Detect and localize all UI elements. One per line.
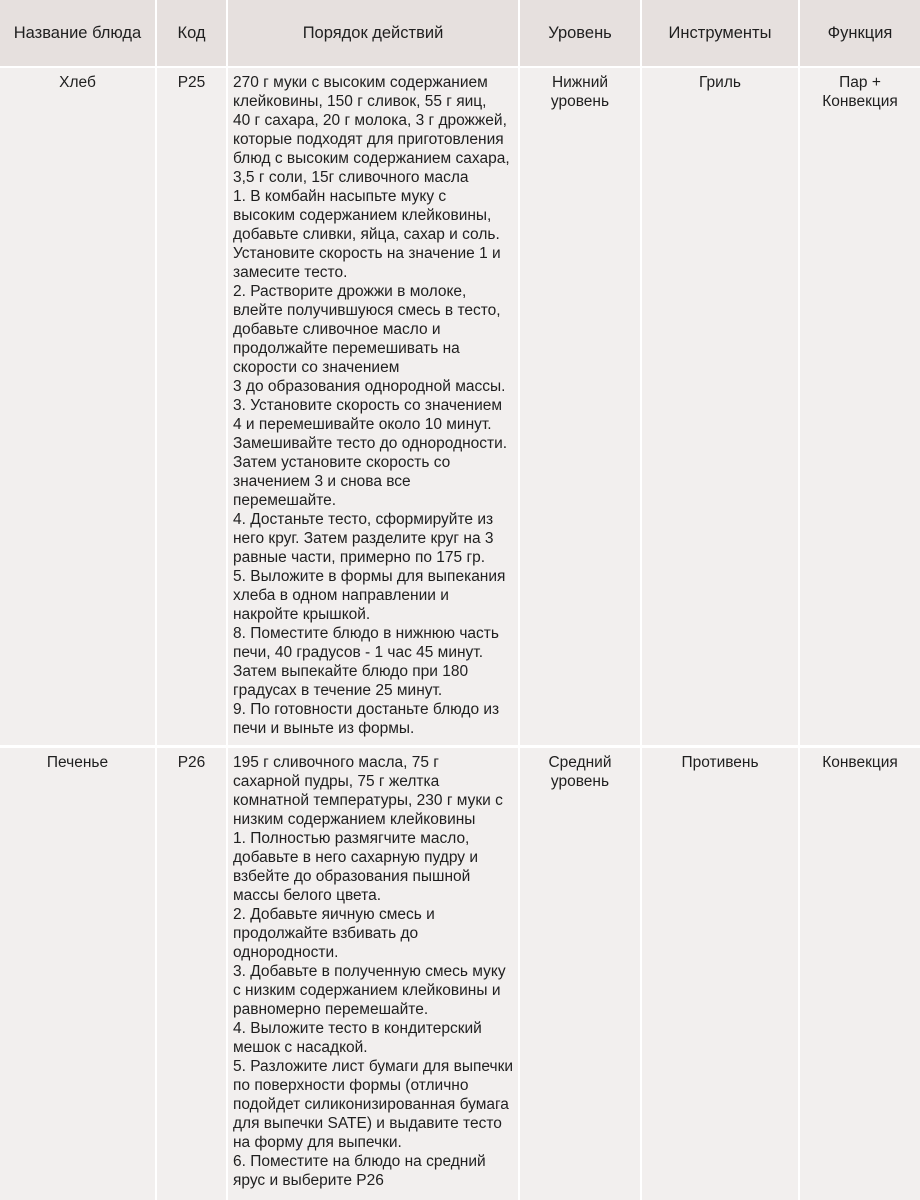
header-code-label: Код bbox=[177, 24, 206, 42]
header-tools bbox=[642, 0, 798, 66]
header-tools-label: Инструменты bbox=[668, 24, 772, 42]
row-1-tools: Гриль bbox=[642, 68, 798, 745]
row-2-level: Средний уровень bbox=[520, 748, 640, 1200]
header-steps bbox=[228, 0, 518, 66]
header-function bbox=[800, 0, 920, 66]
row-2-code: P26 bbox=[157, 748, 226, 1200]
row-1-steps: 270 г муки с высоким содержанием клейковины, 150 г сливок, 55 г яиц, 40 г сахара, 20 г молока, 3 г дрожжей, которые подходят для приготовления блюд с высоким содержанием сахара, 3,5 г соли, 15г сливочного масла 1. В комбайн насыпьте муку с высоким содержанием клейковины, добавьте сливки, яйца, сахар и соль. Установите скорость на значение 1 и замесите тесто. 2. Растворите дрожжи в молоке, влейте получившуюся смесь в тесто, добавьте сливочное масло и продолжайте перемешивать на скорости со значением 3 до образования однородной массы. 3. Установите скорость со значением 4 и перемешивайте около 10 минут. Замешивайте тесто до однородности. Затем установите скорость со значением 3 и снова все перемешайте. 4. Достаньте тесто, сформируйте из него круг. Затем разделите круг на 3 равные части, примерно по 175 гр. 5. Выложите в формы для выпекания хлеба в одном направлении и накройте крышкой. 8. Поместите блюдо в нижнюю часть печи, 40 градусов - 1 час 45 минут. Затем выпекайте блюдо при 180 градусах в течение 25 минут. 9. По готовности достаньте блюдо из печи и выньте из формы. bbox=[228, 68, 518, 745]
header-level bbox=[520, 0, 640, 66]
row-1-function: Пар + Конвекция bbox=[800, 68, 920, 745]
row-1-name: Хлеб bbox=[0, 68, 155, 745]
row-2-tools: Противень bbox=[642, 748, 798, 1200]
row-1-code: P25 bbox=[157, 68, 226, 745]
row-2-function: Конвекция bbox=[800, 748, 920, 1200]
header-name bbox=[0, 0, 155, 66]
header-name-label: Название блюда bbox=[13, 24, 142, 42]
header-function-label: Функция bbox=[827, 24, 893, 42]
header-steps-label: Порядок действий bbox=[302, 24, 444, 42]
header-code bbox=[157, 0, 226, 66]
row-1-level: Нижний уровень bbox=[520, 68, 640, 745]
header-level-label: Уровень bbox=[548, 24, 612, 42]
row-2-steps: 195 г сливочного масла, 75 г сахарной пудры, 75 г желтка комнатной температуры, 230 г муки с низким содержанием клейковины 1. Полностью размягчите масло, добавьте в него сахарную пудру и взбейте до образования пышной массы белого цвета. 2. Добавьте яичную смесь и продолжайте взбивать до однородности. 3. Добавьте в полученную смесь муку с низким содержанием клейковины и равномерно перемешайте. 4. Выложите тесто в кондитерский мешок с насадкой. 5. Разложите лист бумаги для выпечки по поверхности формы (отлично подойдет силиконизированная бумага для выпечки SATE) и выдавите тесто на форму для выпечки. 6. Поместите на блюдо на средний ярус и выберите P26 bbox=[228, 748, 518, 1200]
row-2-name: Печенье bbox=[0, 748, 155, 1200]
